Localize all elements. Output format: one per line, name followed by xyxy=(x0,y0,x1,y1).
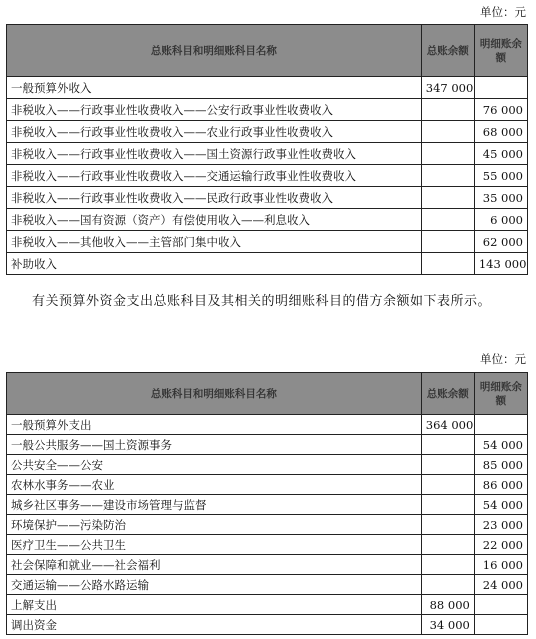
header-account-name: 总账科目和明细账科目名称 xyxy=(7,373,422,415)
account-name-cell: 非税收入——行政事业性收费收入——民政行政事业性收费收入 xyxy=(7,187,422,209)
total-balance-cell: 364 000 xyxy=(421,415,474,435)
account-name-cell: 非税收入——行政事业性收费收入——交通运输行政事业性收费收入 xyxy=(7,165,422,187)
detail-balance-cell: 143 000 xyxy=(474,253,527,275)
detail-balance-cell xyxy=(474,595,527,615)
total-balance-cell xyxy=(421,535,474,555)
table2-unit: 单位：元 xyxy=(480,352,526,366)
revenue-balance-table xyxy=(6,24,528,275)
detail-balance-cell xyxy=(474,77,527,99)
table1-unit: 单位：元 xyxy=(480,5,526,19)
detail-balance-cell: 76 000 xyxy=(474,99,527,121)
total-balance-cell xyxy=(421,475,474,495)
detail-balance-cell: 23 000 xyxy=(474,515,527,535)
total-balance-cell xyxy=(421,209,474,231)
detail-balance-cell xyxy=(474,615,527,635)
total-balance-cell xyxy=(421,231,474,253)
detail-balance-cell: 45 000 xyxy=(474,143,527,165)
account-name-cell: 一般预算外支出 xyxy=(7,415,422,435)
total-balance-cell: 347 000 xyxy=(421,77,474,99)
total-balance-cell xyxy=(421,165,474,187)
table-row xyxy=(7,231,528,253)
detail-balance-cell: 86 000 xyxy=(474,475,527,495)
table-row xyxy=(7,615,528,635)
table-row xyxy=(7,595,528,615)
account-name-cell: 非税收入——国有资源（资产）有偿使用收入——利息收入 xyxy=(7,209,422,231)
table-row xyxy=(7,555,528,575)
table-row xyxy=(7,475,528,495)
total-balance-cell xyxy=(421,121,474,143)
detail-balance-cell xyxy=(474,415,527,435)
detail-balance-cell: 62 000 xyxy=(474,231,527,253)
table-row xyxy=(7,435,528,455)
total-balance-cell xyxy=(421,187,474,209)
total-balance-cell xyxy=(421,455,474,475)
total-balance-cell xyxy=(421,575,474,595)
table-row xyxy=(7,495,528,515)
table-row xyxy=(7,121,528,143)
header-total-balance: 总账余额 xyxy=(421,373,474,415)
account-name-cell: 非税收入——行政事业性收费收入——农业行政事业性收费收入 xyxy=(7,121,422,143)
table-row xyxy=(7,253,528,275)
table-row xyxy=(7,455,528,475)
table-row xyxy=(7,187,528,209)
table-row xyxy=(7,575,528,595)
table-row xyxy=(7,415,528,435)
account-name-cell: 农林水事务——农业 xyxy=(7,475,422,495)
account-name-cell: 非税收入——行政事业性收费收入——公安行政事业性收费收入 xyxy=(7,99,422,121)
detail-balance-cell: 22 000 xyxy=(474,535,527,555)
detail-balance-cell: 68 000 xyxy=(474,121,527,143)
account-name-cell: 社会保障和就业——社会福利 xyxy=(7,555,422,575)
detail-balance-cell: 16 000 xyxy=(474,555,527,575)
header-detail-balance: 明细账余额 xyxy=(474,373,527,415)
account-name-cell: 补助收入 xyxy=(7,253,422,275)
total-balance-cell xyxy=(421,515,474,535)
table-row xyxy=(7,143,528,165)
detail-balance-cell: 24 000 xyxy=(474,575,527,595)
account-name-cell: 环境保护——污染防治 xyxy=(7,515,422,535)
account-name-cell: 医疗卫生——公共卫生 xyxy=(7,535,422,555)
account-name-cell: 一般预算外收入 xyxy=(7,77,422,99)
table-row xyxy=(7,165,528,187)
table-row xyxy=(7,515,528,535)
account-name-cell: 公共安全——公安 xyxy=(7,455,422,475)
total-balance-cell xyxy=(421,143,474,165)
account-name-cell: 交通运输——公路水路运输 xyxy=(7,575,422,595)
account-name-cell: 调出资金 xyxy=(7,615,422,635)
total-balance-cell: 88 000 xyxy=(421,595,474,615)
body-paragraph: 有关预算外资金支出总账科目及其相关的明细账科目的借方余额如下表所示。 xyxy=(32,294,492,309)
detail-balance-cell: 54 000 xyxy=(474,495,527,515)
total-balance-cell xyxy=(421,495,474,515)
account-name-cell: 一般公共服务——国土资源事务 xyxy=(7,435,422,455)
total-balance-cell xyxy=(421,99,474,121)
detail-balance-cell: 54 000 xyxy=(474,435,527,455)
account-name-cell: 上解支出 xyxy=(7,595,422,615)
detail-balance-cell: 6 000 xyxy=(474,209,527,231)
table-row xyxy=(7,77,528,99)
table-row xyxy=(7,535,528,555)
account-name-cell: 非税收入——其他收入——主管部门集中收入 xyxy=(7,231,422,253)
expenditure-balance-table xyxy=(6,372,528,635)
detail-balance-cell: 35 000 xyxy=(474,187,527,209)
total-balance-cell: 34 000 xyxy=(421,615,474,635)
total-balance-cell xyxy=(421,435,474,455)
detail-balance-cell: 85 000 xyxy=(474,455,527,475)
header-total-balance: 总账余额 xyxy=(421,25,474,77)
detail-balance-cell: 55 000 xyxy=(474,165,527,187)
account-name-cell: 城乡社区事务——建设市场管理与监督 xyxy=(7,495,422,515)
account-name-cell: 非税收入——行政事业性收费收入——国土资源行政事业性收费收入 xyxy=(7,143,422,165)
table-row xyxy=(7,209,528,231)
header-account-name: 总账科目和明细账科目名称 xyxy=(7,25,422,77)
total-balance-cell xyxy=(421,555,474,575)
total-balance-cell xyxy=(421,253,474,275)
header-detail-balance: 明细账余额 xyxy=(474,25,527,77)
table-row xyxy=(7,99,528,121)
